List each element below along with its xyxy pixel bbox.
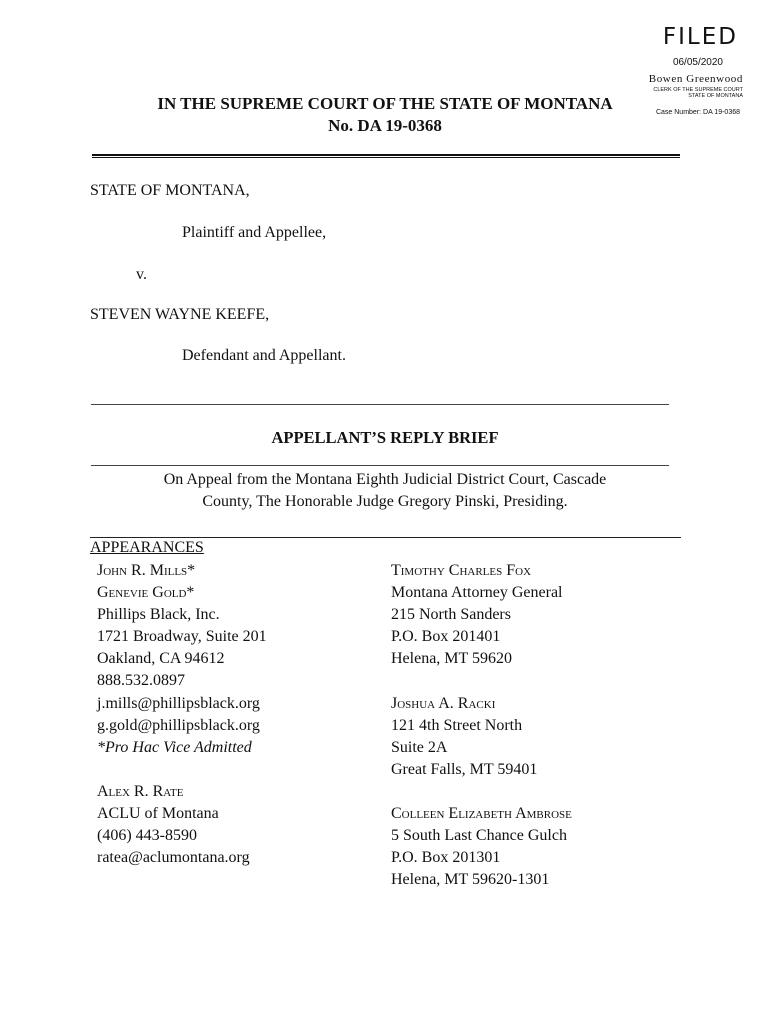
- versus: v.: [136, 266, 147, 283]
- counsel-email-gold: g.gold@phillipsblack.org: [97, 716, 260, 734]
- court-name: IN THE SUPREME COURT OF THE STATE OF MONTANA: [157, 94, 613, 113]
- appeal-line-2: County, The Honorable Judge Gregory Pinski, Presiding.: [202, 493, 568, 510]
- appeal-divider: [90, 537, 681, 538]
- counsel-name-racki: Joshua A. Racki: [391, 694, 496, 712]
- counsel-address-city: Oakland, CA 94612: [97, 650, 225, 668]
- spacer: [97, 759, 267, 781]
- counsel-firm: Phillips Black, Inc.: [97, 606, 220, 624]
- counsel-phone-aclu: (406) 443-8590: [97, 827, 197, 845]
- counsel-name-rate: Alex R. Rate: [97, 782, 184, 800]
- title-divider: [91, 465, 669, 466]
- counsel-phone: 888.532.0897: [97, 672, 185, 690]
- brief-title: APPELLANT’S REPLY BRIEF: [271, 428, 499, 447]
- defendant-name: STEVEN WAYNE KEEFE,: [90, 306, 270, 323]
- counsel-name-gold: Genevie Gold*: [97, 584, 195, 602]
- appellant-counsel-column: [97, 560, 267, 869]
- counsel-title-ag: Montana Attorney General: [391, 584, 563, 602]
- filed-date: 06/05/2020: [672, 57, 723, 68]
- stamp-case-number: Case Number: DA 19-0368: [655, 109, 740, 116]
- spacer: [391, 781, 572, 803]
- counsel-address-street-ambrose: 5 South Last Chance Gulch: [391, 827, 567, 845]
- defendant-role: Defendant and Appellant.: [182, 347, 346, 364]
- counsel-org-aclu: ACLU of Montana: [97, 805, 219, 823]
- counsel-email-rate: ratea@aclumontana.org: [97, 849, 250, 867]
- clerk-title-line1: CLERK OF THE SUPREME COURT: [653, 87, 743, 93]
- counsel-email-mills: j.mills@phillipsblack.org: [97, 694, 260, 712]
- counsel-po-box-ambrose: P.O. Box 201301: [391, 849, 501, 867]
- appellee-counsel-column: [391, 560, 572, 891]
- caption-divider: [92, 154, 680, 158]
- appeal-line-1: On Appeal from the Montana Eighth Judicial District Court, Cascade: [163, 471, 607, 488]
- counsel-name-fox: Timothy Charles Fox: [391, 562, 532, 579]
- counsel-city-ag: Helena, MT 59620: [391, 650, 513, 668]
- counsel-address-street: 1721 Broadway, Suite 201: [97, 628, 267, 646]
- appearances-heading: APPEARANCES: [90, 539, 204, 556]
- counsel-po-box-ag: P.O. Box 201401: [391, 628, 501, 646]
- docket-number: No. DA 19-0368: [328, 116, 442, 135]
- plaintiff-role: Plaintiff and Appellee,: [182, 224, 327, 241]
- counsel-city-racki: Great Falls, MT 59401: [391, 760, 538, 778]
- filed-stamp-title: FILED: [662, 24, 738, 50]
- counsel-suite-racki: Suite 2A: [391, 738, 448, 756]
- counsel-address-street-racki: 121 4th Street North: [391, 716, 523, 734]
- pro-hac-vice-note: *Pro Hac Vice Admitted: [97, 738, 252, 756]
- counsel-city-ambrose: Helena, MT 59620-1301: [391, 871, 550, 889]
- counsel-name-mills: John R. Mills*: [97, 562, 196, 579]
- spacer: [391, 670, 572, 692]
- appeal-statement: [90, 469, 680, 513]
- clerk-signature: Bowen Greenwood: [648, 73, 743, 85]
- counsel-address-street-ag: 215 North Sanders: [391, 606, 511, 624]
- court-caption: [60, 93, 710, 137]
- clerk-title-line2: STATE OF MONTANA: [688, 93, 743, 99]
- counsel-name-ambrose: Colleen Elizabeth Ambrose: [391, 805, 572, 823]
- parties-divider: [91, 404, 669, 405]
- plaintiff-name: STATE OF MONTANA,: [90, 182, 250, 199]
